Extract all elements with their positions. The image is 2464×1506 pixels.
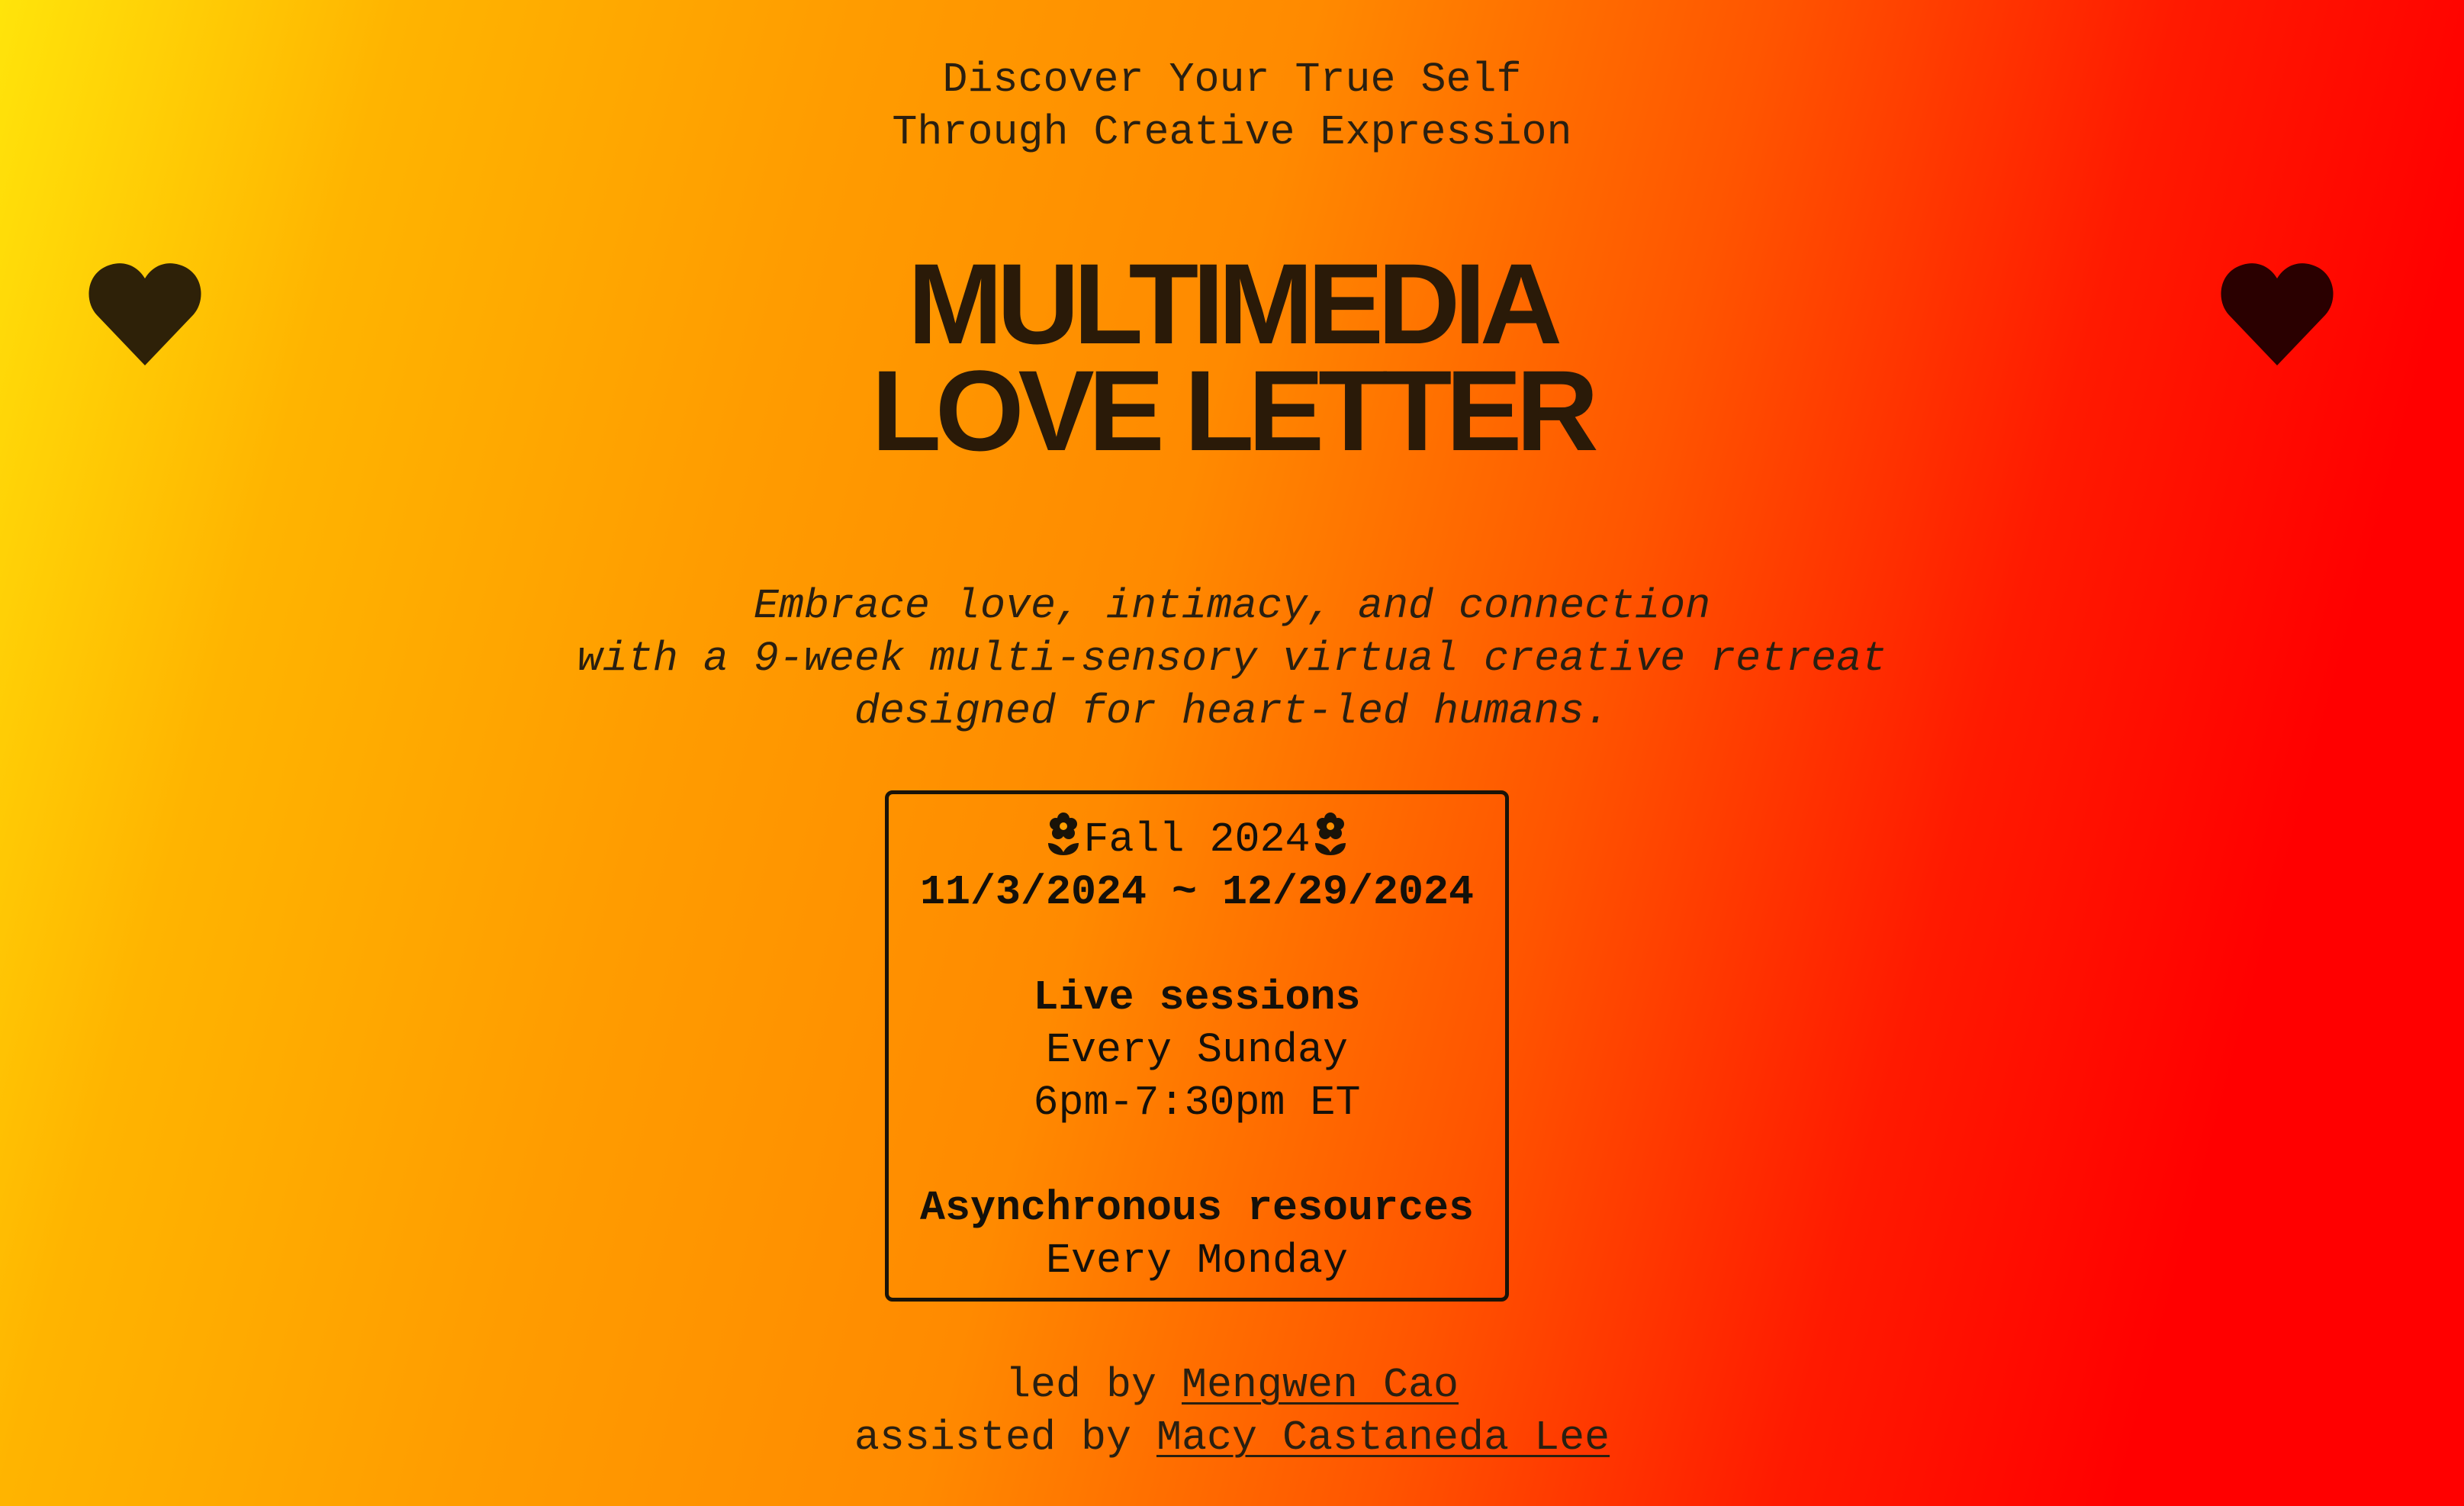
assistant-link[interactable]: Macy Castaneda Lee — [1156, 1414, 1610, 1462]
description-line-2: with a 9-week multi-sensory virtual creative retreat — [577, 635, 1887, 683]
led-by-prefix: led by — [1005, 1361, 1182, 1409]
live-sessions-time: 6pm-7:30pm ET — [1033, 1079, 1361, 1127]
led-by-line — [0, 1359, 2464, 1411]
page-title-line-1: MULTIMEDIA — [907, 240, 1557, 368]
page-title-line-2: LOVE LETTER — [871, 346, 1593, 475]
flower-icon — [1311, 811, 1350, 857]
page-title — [0, 240, 2464, 475]
season-label: Fall 2024 — [1083, 816, 1311, 864]
assisted-by-prefix: assisted by — [854, 1414, 1156, 1462]
flower-icon-right-svg — [1311, 811, 1350, 857]
schedule-box — [885, 790, 1509, 1302]
description-line-3: designed for heart-led humans. — [854, 687, 1610, 735]
live-sessions-day: Every Sunday — [1045, 1026, 1349, 1074]
spacer — [889, 919, 1505, 971]
season-line — [889, 811, 1505, 866]
assisted-by-line — [0, 1411, 2464, 1464]
date-range: 11/3/2024 ~ 12/29/2024 — [919, 868, 1475, 916]
leader-link[interactable]: Mengwen Cao — [1181, 1361, 1459, 1409]
flower-icon — [1044, 811, 1083, 857]
live-sessions-heading: Live sessions — [1033, 973, 1361, 1022]
description — [0, 580, 2464, 738]
flower-icon-left-svg — [1044, 811, 1083, 857]
async-resources-heading: Asynchronous resources — [919, 1184, 1475, 1232]
credits — [0, 1359, 2464, 1464]
tagline-line-1: Discover Your True Self — [942, 56, 1522, 104]
async-resources-day: Every Monday — [1045, 1237, 1349, 1285]
tagline-line-2: Through Creative Expression — [892, 108, 1572, 156]
spacer — [889, 1129, 1505, 1182]
description-line-1: Embrace love, intimacy, and connection — [753, 582, 1711, 630]
tagline — [0, 53, 2464, 159]
